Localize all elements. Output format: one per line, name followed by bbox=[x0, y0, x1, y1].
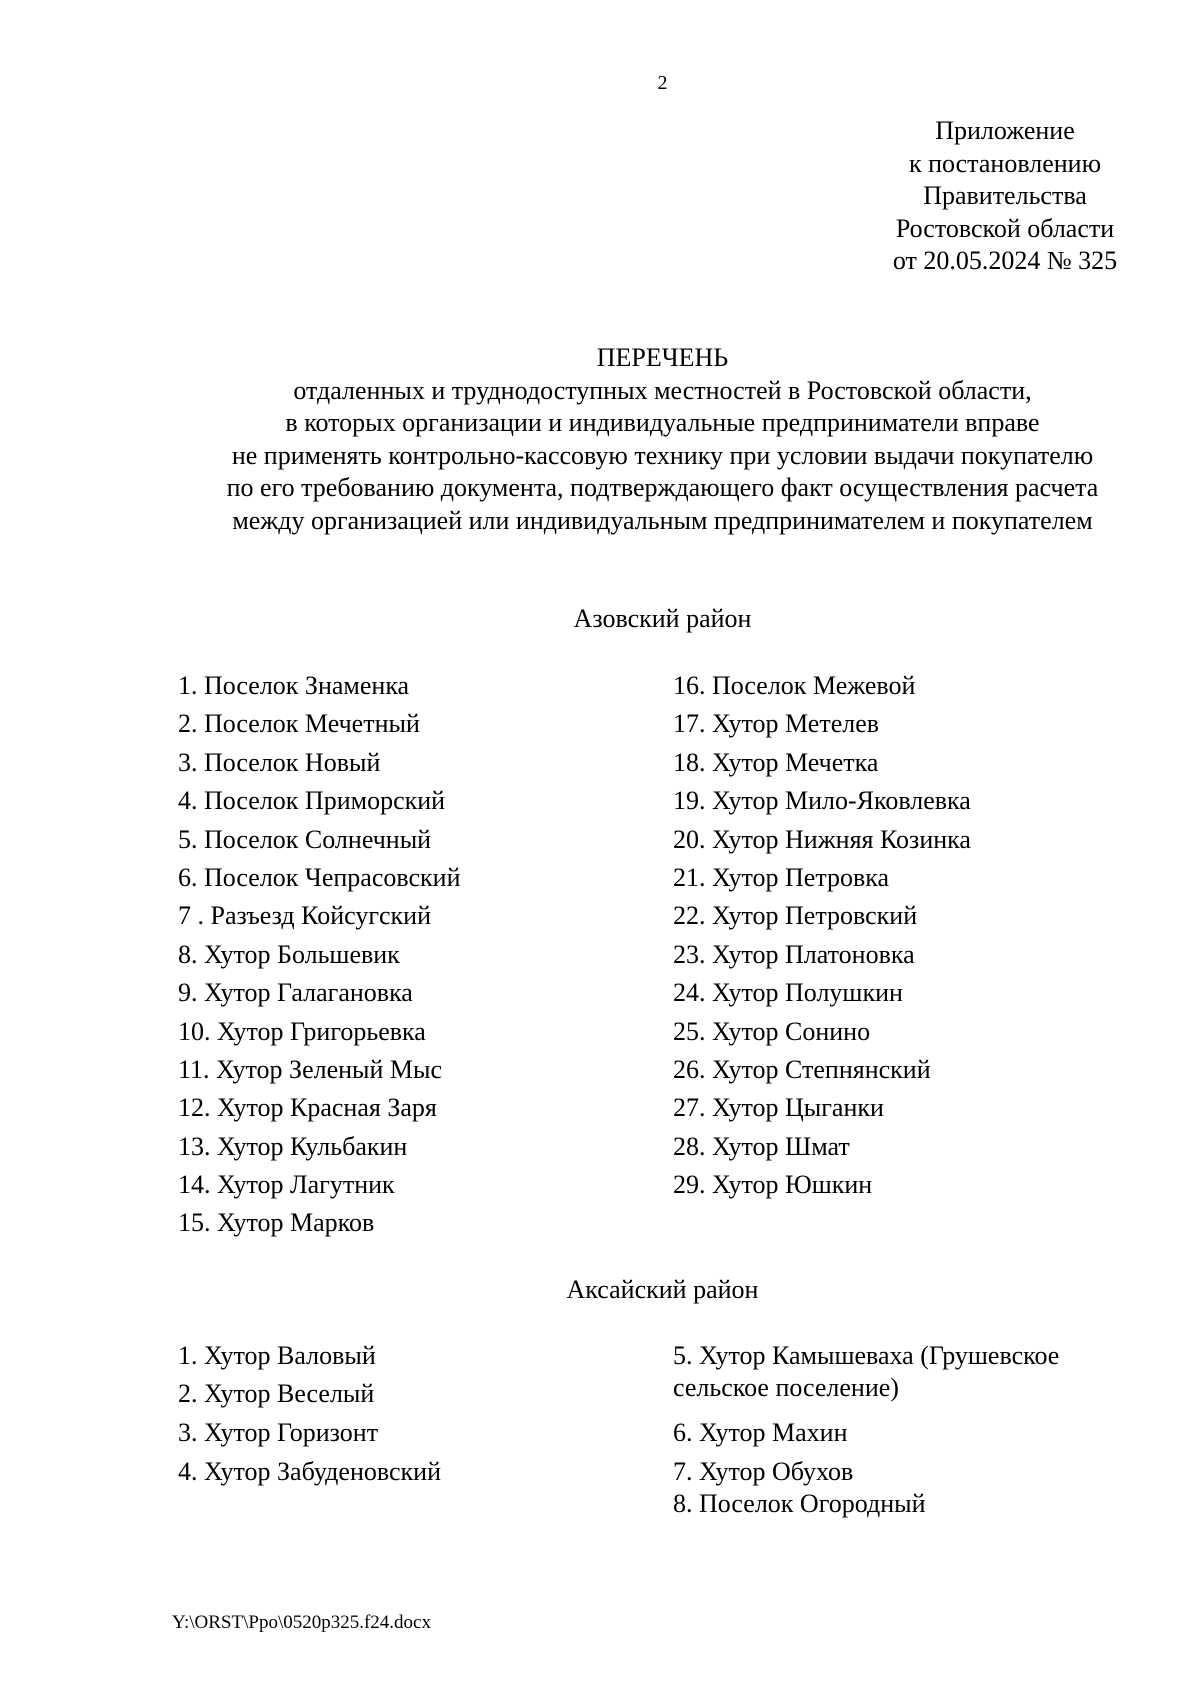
list-item: 22. Хутор Петровский bbox=[673, 901, 918, 931]
list-item: 24. Хутор Полушкин bbox=[673, 978, 903, 1008]
list-item: 13. Хутор Кульбакин bbox=[178, 1131, 408, 1161]
appendix-line: от 20.05.2024 № 325 bbox=[892, 246, 1118, 275]
azov-list-right bbox=[673, 667, 971, 1204]
list-item: 11. Хутор Зеленый Мыс bbox=[178, 1054, 443, 1084]
list-item: 19. Хутор Мило-Яковлевка bbox=[673, 786, 971, 816]
title-line: в которых организации и индивидуальные предприниматели вправе bbox=[285, 408, 1040, 437]
title-line: между организацией или индивидуальным предпринимателем и покупателем bbox=[232, 505, 1093, 535]
list-item: 8. Поселок Огородный bbox=[673, 1489, 926, 1518]
list-item: 2. Поселок Мечетный bbox=[178, 709, 420, 739]
list-item: 1. Хутор Валовый bbox=[178, 1341, 376, 1370]
list-item: 10. Хутор Григорьевка bbox=[178, 1016, 426, 1046]
list-item: 4. Хутор Забуденовский bbox=[178, 1457, 441, 1486]
list-item: 7. Хутор Обухов bbox=[673, 1457, 854, 1486]
list-item: 8. Хутор Большевик bbox=[178, 939, 400, 969]
azov-district-title: Азовский район bbox=[573, 604, 752, 633]
list-item: 28. Хутор Шмат bbox=[673, 1131, 850, 1161]
title-line: не применять контрольно-кассовую технику при условии выдачи покупателю bbox=[231, 440, 1094, 470]
title-line: по его требованию документа, подтверждающего факт осуществления расчета bbox=[226, 473, 1099, 502]
list-item: 25. Хутор Сонино bbox=[673, 1016, 871, 1046]
aksay-district-title: Аксайский район bbox=[566, 1275, 759, 1304]
title-heading: ПЕРЕЧЕНЬ bbox=[596, 343, 729, 372]
appendix-line: Ростовской области bbox=[895, 213, 1115, 243]
list-item: 18. Хутор Мечетка bbox=[673, 747, 879, 777]
list-item: 29. Хутор Юшкин bbox=[673, 1170, 873, 1200]
document-title bbox=[150, 342, 1175, 537]
list-item: 6. Поселок Чепрасовский bbox=[178, 862, 461, 892]
list-item: 2. Хутор Веселый bbox=[178, 1379, 375, 1408]
appendix-line: Приложение bbox=[935, 116, 1075, 145]
list-item: 4. Поселок Приморский bbox=[178, 786, 446, 816]
azov-list-left bbox=[178, 667, 460, 1243]
page-number: 2 bbox=[657, 72, 668, 94]
list-item-continuation: сельское поселение) bbox=[673, 1373, 899, 1402]
list-item: 7 . Разъезд Койсугский bbox=[178, 901, 431, 931]
list-item: 6. Хутор Махин bbox=[673, 1418, 848, 1447]
list-item: 3. Хутор Горизонт bbox=[178, 1418, 379, 1447]
file-path-footer: Y:\ORST\Ppo\0520p325.f24.docx bbox=[172, 1612, 431, 1633]
list-item: 26. Хутор Степнянский bbox=[673, 1054, 931, 1084]
list-item: 3. Поселок Новый bbox=[178, 747, 381, 777]
appendix-block bbox=[840, 115, 1170, 278]
list-item: 12. Хутор Красная Заря bbox=[178, 1093, 437, 1123]
list-item: 21. Хутор Петровка bbox=[673, 862, 890, 892]
list-item: 20. Хутор Нижняя Козинка bbox=[673, 824, 971, 854]
list-item: 16. Поселок Межевой bbox=[673, 671, 916, 700]
appendix-line: Правительства bbox=[923, 181, 1087, 210]
list-item: 17. Хутор Метелев bbox=[673, 709, 880, 739]
list-item: 9. Хутор Галагановка bbox=[178, 978, 413, 1008]
list-item: 14. Хутор Лагутник bbox=[178, 1170, 395, 1200]
list-item: 5. Хутор Камышеваха (Грушевское bbox=[673, 1341, 1060, 1370]
appendix-line: к постановлению bbox=[908, 148, 1102, 178]
list-item: 5. Поселок Солнечный bbox=[178, 824, 432, 854]
list-item: 1. Поселок Знаменка bbox=[178, 671, 410, 700]
list-item: 15. Хутор Марков bbox=[178, 1208, 375, 1238]
list-item: 23. Хутор Платоновка bbox=[673, 939, 915, 969]
title-line: отдаленных и труднодоступных местностей в Ростовской области, bbox=[293, 375, 1032, 405]
list-item: 27. Хутор Цыганки bbox=[673, 1093, 884, 1123]
